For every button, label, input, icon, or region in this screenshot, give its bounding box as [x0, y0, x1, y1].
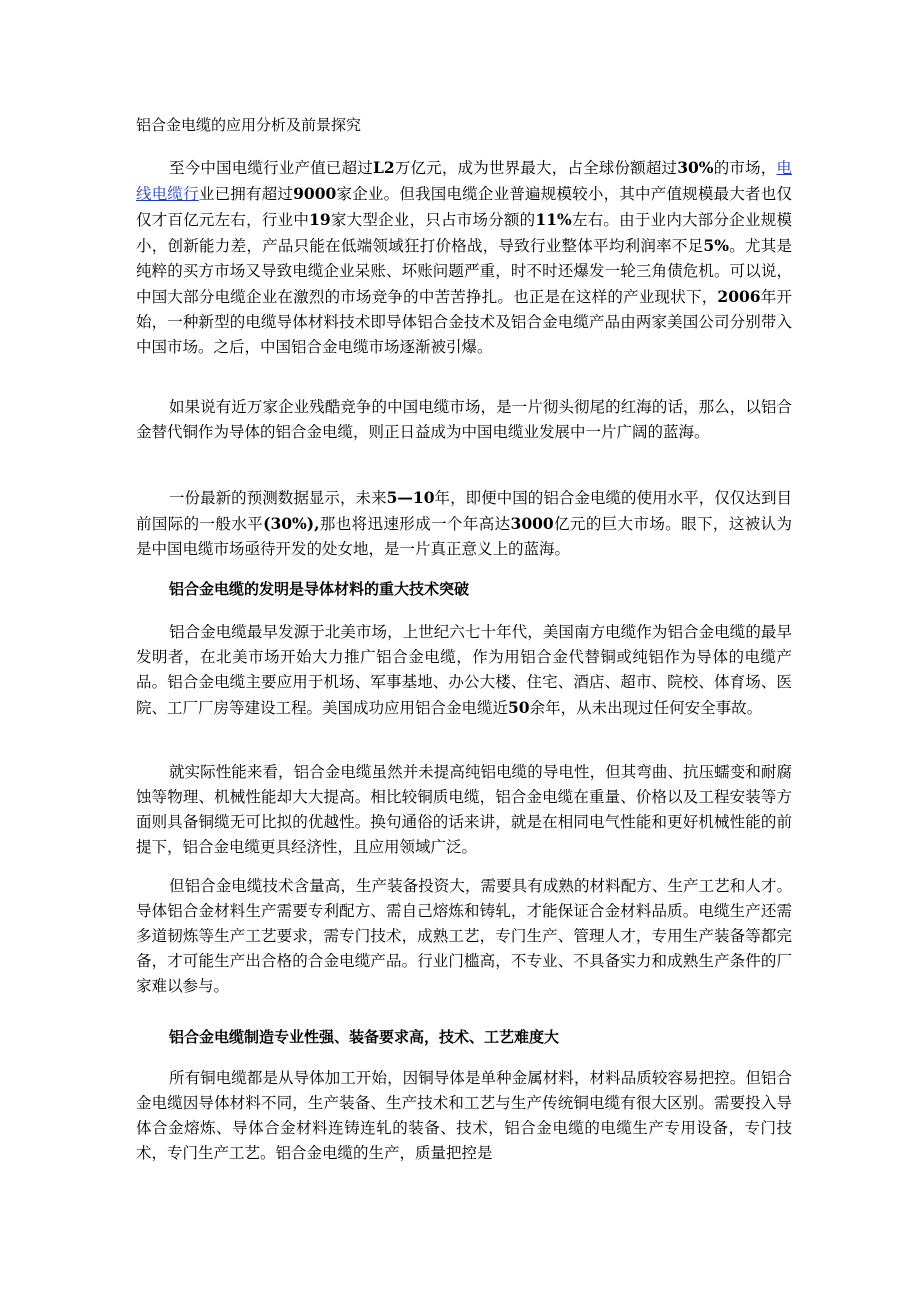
paragraph-production: 所有铜电缆都是从导体加工开始，因铜导体是单种金属材料，材料品质较容易把控。但铝合金电缆因导体材料不同，生产装备、生产技术和工艺与生产传统铜电缆有很大区别。需要投入导体合金熔炼、导体合金材料连铸连轧的装备、技术，铝合金电缆的电缆生产专用设备，专门技术，专门生产工艺。铝合金电缆的生产，质量把控是 [136, 1069, 792, 1162]
paragraph-forecast [136, 485, 792, 562]
bold-figure: 5—10 [386, 488, 435, 507]
paragraph-performance: 就实际性能来看，铝合金电缆虽然并未提高纯铝电缆的导电性，但其弯曲、抗压蠕变和耐腐蚀等物理、机械性能却大大提高。相比较铜质电缆，铝合金电缆在重量、价格以及工程安装等方面则具备铜缆无可比拟的优越性。换句通俗的话来讲，就是在相同电气性能和更好机械性能的前提下，铝合金电缆更具经济性，且应用领域广泛。 [136, 763, 792, 856]
text-run: 年开始，一种新型的电缆导体材料技术即导体铝合金技术及铝合金电缆产品由两家美国公司分别带入中国市场。之后，中国铝合金电缆市场逐渐被引爆。 [136, 288, 792, 356]
text-run: 年，即便中国的铝合金电缆的使用水平，仅仅达到目前国际的一般水平 [136, 489, 792, 533]
document-title: 铝合金电缆的应用分析及前景探究 [136, 116, 362, 134]
paragraph-blue-ocean: 如果说有近万家企业残酷竞争的中国电缆市场，是一片彻头彻尾的红海的话，那么，以铝合金替代铜作为导体的铝合金电缆，则正日益成为中国电缆业发展中一片广阔的蓝海。 [136, 398, 792, 441]
bold-figure: 2006 [717, 287, 761, 306]
bold-figure: 11% [535, 210, 572, 229]
text-run: 左右。由于业内大部分企业规模小，创新能力差，产品只能在低端领域狂打价格战，导致行业整体平均利润率不足 [136, 211, 792, 255]
text-run: 那也将迅速形成一个年高达 [319, 515, 511, 533]
text-run: 至今中国电缆行业产值已超过 [169, 159, 373, 177]
paragraph-market-overview [136, 155, 792, 360]
bold-figure: L2 [372, 158, 395, 177]
wire-cable-industry-link[interactable]: 电线电缆行 [136, 159, 792, 203]
bold-figure: 3000 [510, 514, 554, 533]
text-run: 家企业。但我国电缆企业普遍规模较小，其中产值规模最大者也仅仅才百亿元左右，行业中 [136, 185, 792, 229]
text-run: 。尤其是纯粹的买方市场又导致电缆企业呆账、坏账问题严重，时不时还爆发一轮三角债危机。可以说，中国大部分电缆企业在激烈的市场竞争的中苦苦挣扎。也正是在这样的产业现状下， [136, 237, 792, 306]
bold-figure: 50 [508, 698, 530, 717]
section-heading-manufacturing: 铝合金电缆制造专业性强、装备要求高，技术、工艺难度大 [169, 1028, 560, 1046]
text-run: 一份最新的预测数据显示，未来 [169, 489, 387, 507]
bold-figure: 5% [703, 236, 729, 255]
text-run: 家大型企业，只占市场分额的 [330, 211, 536, 229]
paragraph-origin [136, 620, 792, 721]
text-run: 业已拥有超过 [198, 185, 294, 203]
bold-figure: 30% [677, 158, 714, 177]
bold-figure: 9000 [293, 184, 337, 203]
text-run: 余年，从未出现过任何安全事故。 [529, 699, 763, 717]
bold-figure: (30%), [263, 514, 320, 533]
text-run: 万亿元，成为世界最大，占全球份额超过 [394, 159, 678, 177]
text-run: 的市场， [713, 159, 777, 177]
paragraph-technical-barrier: 但铝合金电缆技术含量高，生产装备投资大，需要具有成熟的材料配方、生产工艺和人才。导体铝合金材料生产需要专利配方、需自己熔炼和铸轧，才能保证合金材料品质。电缆生产还需多道韧炼等生产工艺要求，需专门技术，成熟工艺，专门生产、管理人才，专用生产装备等都完备，才可能生产出合格的合金电缆产品。行业门槛高，不专业、不具备实力和成熟生产条件的厂家难以参与。 [136, 877, 792, 995]
text-run: 铝合金电缆最早发源于北美市场，上世纪六七十年代，美国南方电缆作为铝合金电缆的最早发明者，在北美市场开始大力推广铝合金电缆，作为用铝合金代替铜或纯铝作为导体的电缆产品。铝合金电缆主要应用于机场、军事基地、办公大楼、住宅、酒店、超市、院校、体育场、医院、工厂厂房等建设工程。美国成功应用铝合金电缆近 [136, 623, 792, 717]
text-run: 亿元的巨大市场。眼下，这被认为是中国电缆市场亟待开发的处女地，是一片真正意义上的蓝海。 [136, 515, 792, 558]
bold-figure: 19 [309, 210, 331, 229]
section-heading-invention: 铝合金电缆的发明是导体材料的重大技术突破 [169, 580, 470, 598]
